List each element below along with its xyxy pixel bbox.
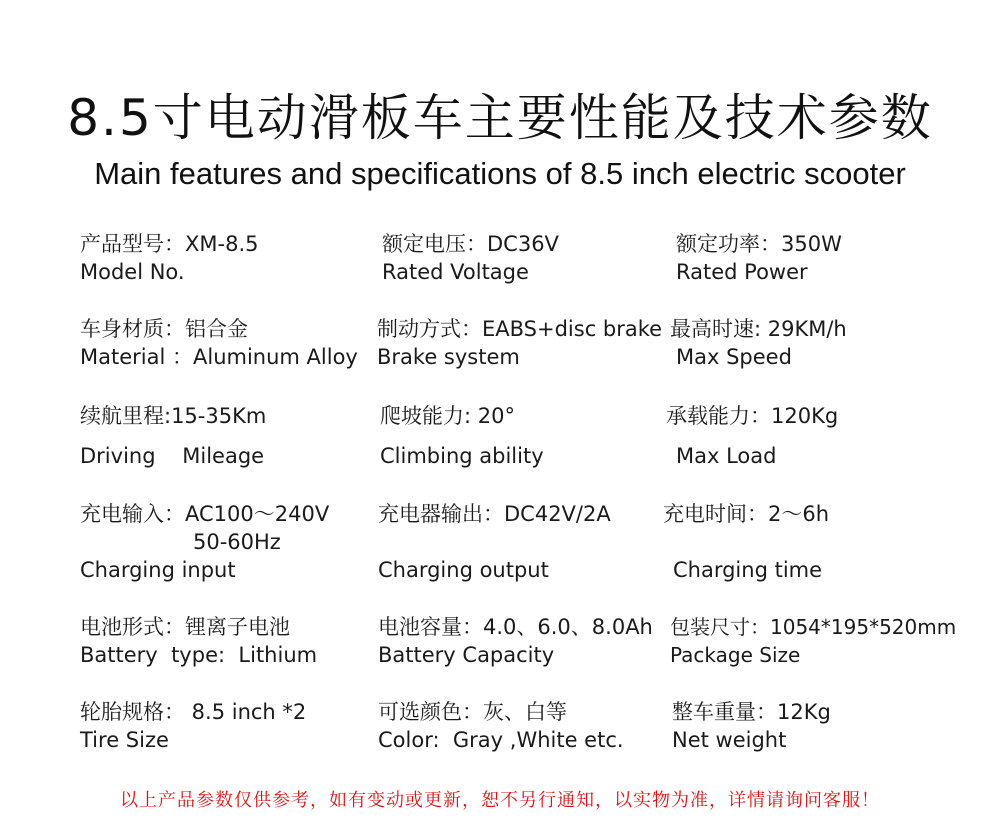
spec-brake-cn: 制动方式：EABS+disc brake xyxy=(377,317,663,341)
spec-max-load-cn: 承载能力：120Kg xyxy=(666,404,839,428)
page-title-english: Main features and specifications of 8.5 inch electric scooter xyxy=(94,156,906,191)
spec-material-en: Material ：Aluminum Alloy xyxy=(80,345,358,369)
spec-net-weight-cn: 整车重量：12Kg xyxy=(672,700,831,724)
spec-charging-input xyxy=(80,500,329,584)
spec-rated-power-en: Rated Power xyxy=(676,260,808,284)
spec-max-speed xyxy=(670,315,847,371)
spec-charging-input-cn-frequency: 50-60Hz xyxy=(193,530,281,554)
spec-climbing-cn: 爬坡能力: 20° xyxy=(380,404,515,428)
spec-color-cn: 可选颜色：灰、白等 xyxy=(378,700,567,724)
spec-charging-output-cn: 充电器输出：DC42V/2A xyxy=(378,502,611,526)
spec-climbing-en: Climbing ability xyxy=(380,444,544,468)
spec-max-load xyxy=(666,402,838,470)
spec-charging-time-cn: 充电时间：2～6h xyxy=(663,502,830,526)
spec-climbing xyxy=(380,402,544,470)
spec-package-size xyxy=(670,613,956,669)
spec-rated-voltage-en: Rated Voltage xyxy=(382,260,529,284)
spec-battery-type xyxy=(80,613,317,669)
spec-material xyxy=(80,315,358,371)
spec-charging-output xyxy=(378,500,611,584)
spec-rated-voltage xyxy=(382,230,559,286)
spec-brake xyxy=(377,315,662,371)
spec-model-en: Model No. xyxy=(80,260,185,284)
spec-model-cn: 产品型号：XM-8.5 xyxy=(80,232,259,256)
spec-charging-time xyxy=(663,500,829,584)
spec-mileage xyxy=(80,402,266,470)
spec-battery-capacity xyxy=(378,613,653,669)
spec-rated-power-cn: 额定功率：350W xyxy=(676,232,842,256)
spec-charging-input-cn: 充电输入：AC100～240V xyxy=(80,502,330,526)
spec-charging-output-en: Charging output xyxy=(378,558,549,582)
spec-material-cn: 车身材质：铝合金 xyxy=(80,317,248,341)
spec-net-weight-en: Net weight xyxy=(672,728,787,752)
spec-charging-input-en: Charging input xyxy=(80,558,236,582)
spec-tire-size xyxy=(80,698,306,754)
spec-model xyxy=(80,230,258,286)
spec-package-size-cn: 包装尺寸：1054*195*520mm xyxy=(670,615,957,639)
spec-package-size-en: Package Size xyxy=(670,643,801,667)
spec-mileage-cn: 续航里程:15-35Km xyxy=(80,404,267,428)
spec-color xyxy=(378,698,624,754)
spec-max-load-en: Max Load xyxy=(676,444,777,468)
spec-max-speed-cn: 最高时速: 29KM/h xyxy=(670,317,847,341)
page-title-chinese: 8.5寸电动滑板车主要性能及技术参数 xyxy=(67,89,933,147)
spec-rated-voltage-cn: 额定电压：DC36V xyxy=(382,232,559,256)
spec-mileage-en: Driving Mileage xyxy=(80,444,265,468)
spec-tire-size-en: Tire Size xyxy=(80,728,169,752)
spec-battery-type-en: Battery type: Lithium xyxy=(80,643,318,667)
disclaimer-note: 以上产品参数仅供参考，如有变动或更新，恕不另行通知，以实物为准，详情请询问客服！ xyxy=(120,790,880,811)
spec-color-en: Color: Gray ,White etc. xyxy=(378,728,624,752)
spec-tire-size-cn: 轮胎规格： 8.5 inch *2 xyxy=(80,700,307,724)
spec-charging-time-en: Charging time xyxy=(673,558,823,582)
spec-battery-capacity-cn: 电池容量：4.0、6.0、8.0Ah xyxy=(378,615,653,639)
spec-max-speed-en: Max Speed xyxy=(676,345,792,369)
spec-rated-power xyxy=(676,230,842,286)
spec-brake-en: Brake system xyxy=(377,345,520,369)
spec-battery-type-cn: 电池形式：锂离子电池 xyxy=(80,615,290,639)
spec-net-weight xyxy=(672,698,831,754)
spec-battery-capacity-en: Battery Capacity xyxy=(378,643,555,667)
